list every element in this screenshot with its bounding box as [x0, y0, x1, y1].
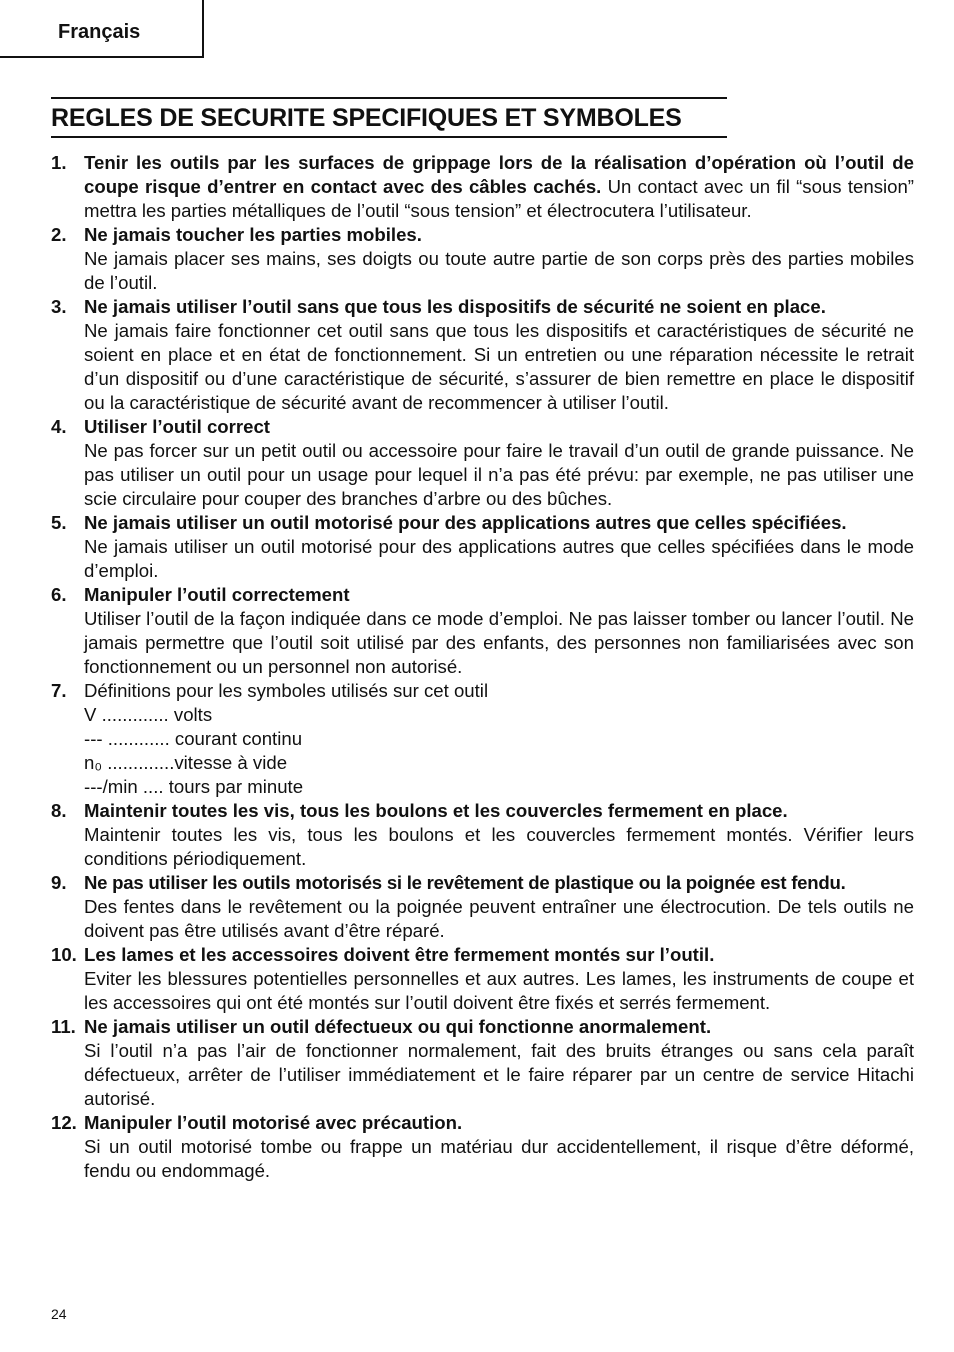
language-tab [0, 0, 204, 58]
rule-number: 6. [51, 584, 67, 605]
rule-heading: Maintenir toutes les vis, tous les boulons et les couvercles fermement en place. [84, 800, 788, 821]
rule-number: 12. [51, 1112, 77, 1133]
symbol-definition: --- ............ courant continu [84, 728, 303, 749]
rule-item-8 [51, 799, 914, 871]
symbol-definition: n₀ .............vitesse à vide [84, 752, 288, 773]
rule-body: Des fentes dans le revêtement ou la poignée peuvent entraîner une électrocution. De tels outils ne doivent pas être utilisés avant d’être réparé. [84, 896, 914, 941]
symbol-definition: ---/min .... tours par minute [84, 776, 304, 797]
rule-number: 10. [51, 944, 77, 965]
page-number: 24 [51, 1306, 67, 1322]
rule-item-9 [51, 871, 914, 943]
rule-text [84, 295, 914, 415]
symbols-intro: Définitions pour les symboles utilisés sur cet outil [84, 680, 489, 701]
rule-item-4 [51, 415, 914, 511]
rule-body: Ne pas forcer sur un petit outil ou accessoire pour faire le travail d’un outil de grande puissance. Ne pas utiliser un outil pour un usage pour lequel il n’a pas été prévu: par exemple, ne pas utiliser une scie circulaire pour couper des branches d’arbre ou des bûches. [84, 440, 914, 509]
rule-item-3 [51, 295, 914, 415]
rule-body: Ne jamais utiliser un outil motorisé pour des applications autres que celles spécifiées dans le mode d’emploi. [84, 536, 914, 581]
rule-heading: Ne pas utiliser les outils motorisés si le revêtement de plastique ou la poignée est fendu. [84, 872, 846, 893]
rule-body: Maintenir toutes les vis, tous les boulons et les couvercles fermement montés. Vérifier leurs conditions périodiquement. [84, 824, 914, 869]
rule-heading: Manipuler l’outil correctement [84, 584, 350, 605]
language-label: Français [58, 21, 141, 43]
rule-text [84, 415, 914, 511]
rule-body: Un contact avec un fil “sous tension” mettra les parties métalliques de l’outil “sous tension” et électrocutera l’utilisateur. [84, 176, 914, 221]
rule-item-7 [51, 679, 914, 799]
rule-heading: Ne jamais utiliser un outil défectueux ou qui fonctionne anormalement. [84, 1016, 712, 1037]
rule-heading: Ne jamais utiliser l’outil sans que tous les dispositifs de sécurité ne soient en place. [84, 296, 826, 317]
rule-text [84, 943, 914, 1015]
rule-text [84, 511, 914, 583]
rule-heading: Tenir les outils par les surfaces de grippage lors de la réalisation d’opération où l’outil de coupe risque d’entrer en contact avec des câbles cachés. [84, 152, 914, 197]
rule-item-5 [51, 511, 914, 583]
rule-body: Eviter les blessures potentielles personnelles et aux autres. Les lames, les instruments de coupe et les accessoires qui ont été montés sur l’outil doivent être fixés et serrés fermement. [84, 968, 914, 1013]
rule-text [84, 151, 914, 223]
rule-text [84, 871, 914, 943]
section-title: REGLES DE SECURITE SPECIFIQUES ET SYMBOLES [51, 104, 682, 132]
rule-number: 9. [51, 872, 67, 893]
rule-heading: Les lames et les accessoires doivent être fermement montés sur l’outil. [84, 944, 715, 965]
rule-number: 1. [51, 152, 67, 173]
rule-number: 7. [51, 680, 67, 701]
section-title-box [51, 97, 727, 138]
rule-text [84, 1111, 914, 1183]
rule-text [84, 1015, 914, 1111]
rule-number: 11. [51, 1016, 76, 1037]
rule-item-6 [51, 583, 914, 679]
rule-heading: Manipuler l’outil motorisé avec précaution. [84, 1112, 463, 1133]
rule-item-11 [51, 1015, 914, 1111]
rule-number: 3. [51, 296, 67, 317]
rule-heading: Utiliser l’outil correct [84, 416, 270, 437]
rule-item-1 [51, 151, 914, 223]
rule-body: Si l’outil n’a pas l’air de fonctionner normalement, fait des bruits étranges ou sans cela paraît défectueux, arrêter de l’utiliser immédiatement et le faire réparer par un centre de service Hitachi autorisé. [84, 1040, 914, 1109]
rule-body: Ne jamais placer ses mains, ses doigts ou toute autre partie de son corps près des parties mobiles de l’outil. [84, 248, 914, 293]
rule-text [84, 679, 914, 799]
rule-number: 4. [51, 416, 67, 437]
rule-heading: Ne jamais toucher les parties mobiles. [84, 224, 422, 245]
rule-number: 2. [51, 224, 67, 245]
rule-text [84, 799, 914, 871]
rule-body: Utiliser l’outil de la façon indiquée dans ce mode d’emploi. Ne pas laisser tomber ou lancer l’outil. Ne jamais permettre que l’outil soit utilisé par des enfants, des personnes non familiarisées avec son fonctionnement ou un personnel non autorisé. [84, 608, 914, 677]
rule-body: Ne jamais faire fonctionner cet outil sans que tous les dispositifs et caractéristiques de sécurité ne soient en place et en état de fonctionnement. Si un entretien ou une réparation nécessite le retrait d’un dispositif ou d’une caractéristique de sécurité, s’assurer de bien remettre en place le dispositif ou la caractéristique de sécurité avant de recommencer à utiliser l’outil. [84, 320, 914, 413]
rule-heading: Ne jamais utiliser un outil motorisé pour des applications autres que celles spécifiées. [84, 512, 847, 533]
rule-text [84, 223, 914, 295]
rules-list [51, 151, 914, 1183]
rule-item-2 [51, 223, 914, 295]
rule-number: 8. [51, 800, 67, 821]
rule-body: Si un outil motorisé tombe ou frappe un matériau dur accidentellement, il risque d’être déformé, fendu ou endommagé. [84, 1136, 914, 1181]
rule-item-12 [51, 1111, 914, 1183]
symbol-definition: V ............. volts [84, 704, 213, 725]
rule-text [84, 583, 914, 679]
rule-item-10 [51, 943, 914, 1015]
rule-number: 5. [51, 512, 67, 533]
